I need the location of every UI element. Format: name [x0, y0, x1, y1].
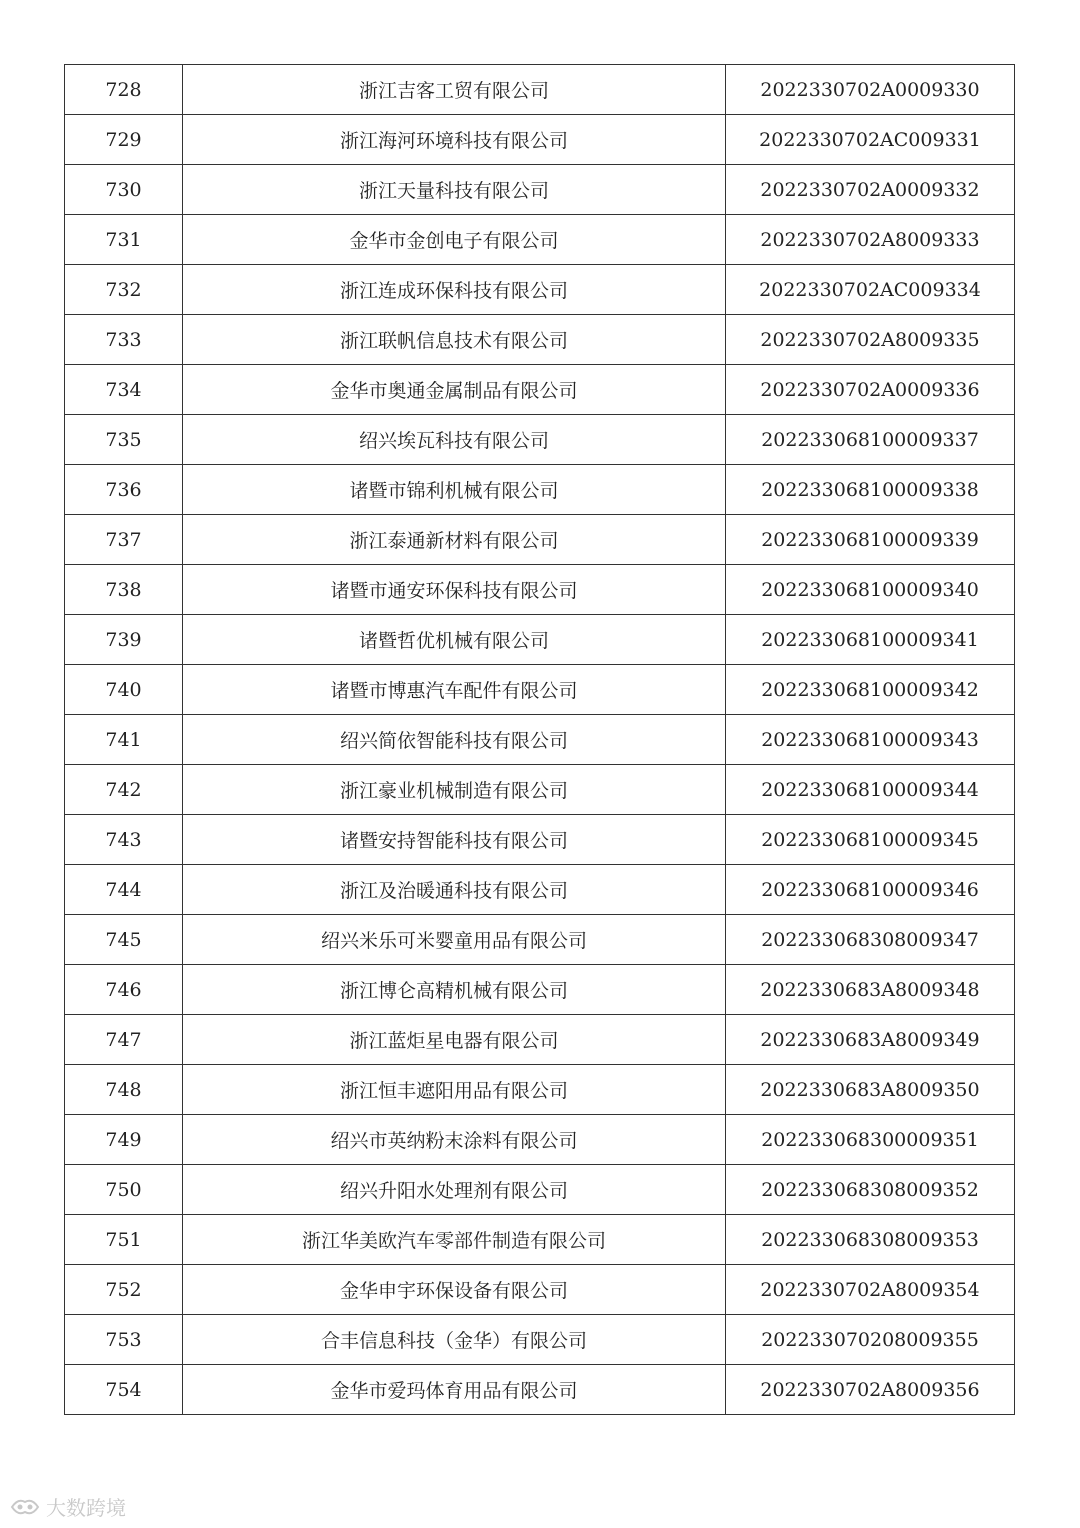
registration-code-cell: 2022330702A0009332	[726, 165, 1015, 215]
table-row	[65, 1015, 1015, 1065]
table-row	[65, 665, 1015, 715]
registration-code-cell: 2022330702A8009335	[726, 315, 1015, 365]
company-name-cell: 浙江及治暖通科技有限公司	[183, 865, 726, 915]
row-number-cell: 734	[65, 365, 183, 415]
row-number-cell: 735	[65, 415, 183, 465]
company-name-cell: 诸暨哲优机械有限公司	[183, 615, 726, 665]
registration-code-cell: 202233068308009353	[726, 1215, 1015, 1265]
registration-code-cell: 202233068100009344	[726, 765, 1015, 815]
row-number-cell: 739	[65, 615, 183, 665]
company-name-cell: 绍兴简依智能科技有限公司	[183, 715, 726, 765]
table-row	[65, 115, 1015, 165]
row-number-cell: 740	[65, 665, 183, 715]
registration-code-cell: 20223306810000​9337	[726, 415, 1015, 465]
table-row	[65, 615, 1015, 665]
table-row	[65, 865, 1015, 915]
row-number-cell: 753	[65, 1315, 183, 1365]
company-name-cell: 浙江华美欧汽车零部件制造有限公司	[183, 1215, 726, 1265]
registration-code-cell: 202233068100009343	[726, 715, 1015, 765]
row-number-cell: 751	[65, 1215, 183, 1265]
registration-code-cell: 2022330683A8009349	[726, 1015, 1015, 1065]
watermark-text: 大数跨境	[46, 1496, 126, 1520]
table-row	[65, 1215, 1015, 1265]
registration-code-cell: 202233068100009338	[726, 465, 1015, 515]
company-name-cell: 浙江恒丰遮阳用品有限公司	[183, 1065, 726, 1115]
registration-code-cell: 2022330702AC009334	[726, 265, 1015, 315]
company-name-cell: 诸暨市博惠汽车配件有限公司	[183, 665, 726, 715]
registration-code-cell: 202233068100009341	[726, 615, 1015, 665]
row-number-cell: 749	[65, 1115, 183, 1165]
table-row	[65, 1265, 1015, 1315]
company-name-cell: 绍兴埃瓦科技有限公司	[183, 415, 726, 465]
row-number-cell: 737	[65, 515, 183, 565]
table-row	[65, 515, 1015, 565]
company-name-cell: 诸暨安持智能科技有限公司	[183, 815, 726, 865]
table-row	[65, 215, 1015, 265]
table-row	[65, 715, 1015, 765]
row-number-cell: 742	[65, 765, 183, 815]
table-row	[65, 565, 1015, 615]
registration-code-cell: 2022330683A8009350	[726, 1065, 1015, 1115]
registration-code-cell: 202233068100009339	[726, 515, 1015, 565]
row-number-cell: 741	[65, 715, 183, 765]
table-row	[65, 1365, 1015, 1415]
company-registry-table	[64, 64, 1015, 1415]
table-row	[65, 415, 1015, 465]
table-row	[65, 315, 1015, 365]
table-row	[65, 1115, 1015, 1165]
row-number-cell: 750	[65, 1165, 183, 1215]
company-name-cell: 浙江豪业机械制造有限公司	[183, 765, 726, 815]
table-row	[65, 815, 1015, 865]
row-number-cell: 745	[65, 915, 183, 965]
company-name-cell: 浙江吉客工贸有限公司	[183, 65, 726, 115]
row-number-cell: 736	[65, 465, 183, 515]
table-row	[65, 965, 1015, 1015]
row-number-cell: 752	[65, 1265, 183, 1315]
row-number-cell: 747	[65, 1015, 183, 1065]
company-name-cell: 金华市金创电子有限公司	[183, 215, 726, 265]
company-name-cell: 浙江连成环保科技有限公司	[183, 265, 726, 315]
registration-code-cell: 202233070208009355	[726, 1315, 1015, 1365]
registration-code-cell: 202233068100009345	[726, 815, 1015, 865]
registration-code-cell: 2022330702A0009336	[726, 365, 1015, 415]
registration-code-cell: 2022330702AC009331	[726, 115, 1015, 165]
row-number-cell: 731	[65, 215, 183, 265]
company-name-cell: 浙江联帆信息技术有限公司	[183, 315, 726, 365]
table-row	[65, 1065, 1015, 1115]
company-name-cell: 诸暨市通安环保科技有限公司	[183, 565, 726, 615]
table-row	[65, 1165, 1015, 1215]
row-number-cell: 728	[65, 65, 183, 115]
eye-logo-icon	[10, 1496, 40, 1518]
watermark	[10, 1492, 126, 1521]
registration-code-cell: 2022330702A8009356	[726, 1365, 1015, 1415]
company-name-cell: 金华申宇环保设备有限公司	[183, 1265, 726, 1315]
company-name-cell: 诸暨市锦利机械有限公司	[183, 465, 726, 515]
table-row	[65, 265, 1015, 315]
company-name-cell: 浙江博仑高精机械有限公司	[183, 965, 726, 1015]
registration-code-cell: 202233068100009342	[726, 665, 1015, 715]
table-row	[65, 465, 1015, 515]
table-row	[65, 165, 1015, 215]
registration-code-cell: 2022330683A8009348	[726, 965, 1015, 1015]
table-body	[65, 65, 1015, 1415]
company-name-cell: 浙江泰通新材料有限公司	[183, 515, 726, 565]
registration-code-cell: 202233068100009340	[726, 565, 1015, 615]
row-number-cell: 732	[65, 265, 183, 315]
row-number-cell: 746	[65, 965, 183, 1015]
company-name-cell: 合丰信息科技（金华）有限公司	[183, 1315, 726, 1365]
registration-code-cell: 202233068308009352	[726, 1165, 1015, 1215]
registration-code-cell: 2022330702A8009354	[726, 1265, 1015, 1315]
row-number-cell: 729	[65, 115, 183, 165]
company-name-cell: 浙江天量科技有限公司	[183, 165, 726, 215]
company-name-cell: 浙江海河环境科技有限公司	[183, 115, 726, 165]
row-number-cell: 738	[65, 565, 183, 615]
row-number-cell: 743	[65, 815, 183, 865]
table-row	[65, 1315, 1015, 1365]
company-name-cell: 绍兴升阳水处理剂有限公司	[183, 1165, 726, 1215]
table-row	[65, 765, 1015, 815]
registration-code-cell: 2022330702A0009330	[726, 65, 1015, 115]
company-name-cell: 金华市奥通金属制品有限公司	[183, 365, 726, 415]
table-row	[65, 365, 1015, 415]
registration-code-cell: 2022330702A8009333	[726, 215, 1015, 265]
table-row	[65, 65, 1015, 115]
registration-code-cell: 202233068300009351	[726, 1115, 1015, 1165]
company-name-cell: 浙江蓝炬星电器有限公司	[183, 1015, 726, 1065]
registration-code-cell: 202233068100009346	[726, 865, 1015, 915]
table-row	[65, 915, 1015, 965]
company-name-cell: 绍兴市英纳粉末涂料有限公司	[183, 1115, 726, 1165]
row-number-cell: 754	[65, 1365, 183, 1415]
row-number-cell: 730	[65, 165, 183, 215]
row-number-cell: 733	[65, 315, 183, 365]
row-number-cell: 748	[65, 1065, 183, 1115]
company-name-cell: 金华市爱玛体育用品有限公司	[183, 1365, 726, 1415]
company-name-cell: 绍兴米乐可米婴童用品有限公司	[183, 915, 726, 965]
registration-code-cell: 202233068308009347	[726, 915, 1015, 965]
row-number-cell: 744	[65, 865, 183, 915]
